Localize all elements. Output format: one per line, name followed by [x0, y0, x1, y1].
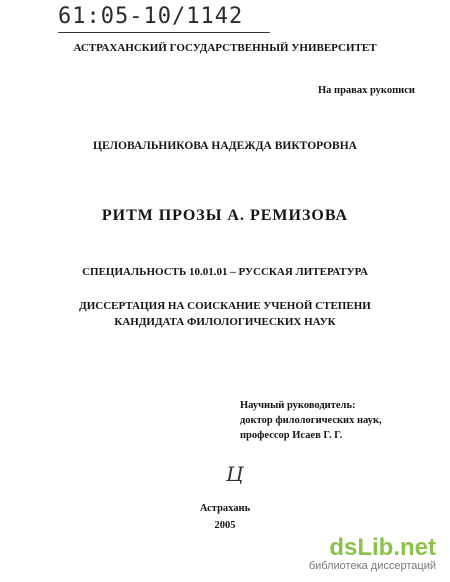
- dissertation-title: РИТМ ПРОЗЫ А. РЕМИЗОВА: [101, 207, 349, 224]
- watermark-logo: [296, 534, 436, 562]
- handwritten-underline: [58, 32, 270, 33]
- dissertation-degree-line-2: КАНДИДАТА ФИЛОЛОГИЧЕСКИХ НАУК: [114, 316, 336, 328]
- supervisor-name: профессор Исаев Г. Г.: [240, 430, 343, 441]
- handwritten-archive-code: 61:05-10/1142: [58, 4, 244, 29]
- manuscript-rights-note: На правах рукописи: [318, 85, 415, 96]
- specialty-line: СПЕЦИАЛЬНОСТЬ 10.01.01 – РУССКАЯ ЛИТЕРАТУРА: [82, 266, 368, 278]
- university-name: АСТРАХАНСКИЙ ГОСУДАРСТВЕННЫЙ УНИВЕРСИТЕТ: [73, 42, 377, 54]
- dissertation-degree-line-1: ДИССЕРТАЦИЯ НА СОИСКАНИЕ УЧЕНОЙ СТЕПЕНИ: [79, 300, 371, 312]
- city: Астрахань: [199, 503, 251, 514]
- author-name: ЦЕЛОВАЛЬНИКОВА НАДЕЖДА ВИКТОРОВНА: [93, 140, 357, 152]
- watermark-logo-main: dsLib: [329, 534, 394, 561]
- watermark-tagline: библиотека диссертаций: [308, 560, 436, 572]
- watermark-logo-tld: .net: [393, 534, 436, 561]
- handwritten-signature: Ц: [226, 462, 244, 486]
- year: 2005: [214, 520, 236, 531]
- supervisor-degree: доктор филологических наук,: [240, 415, 382, 426]
- supervisor-label: Научный руководитель:: [240, 400, 356, 411]
- site-watermark: [296, 534, 436, 576]
- supervisor-block: [240, 400, 382, 441]
